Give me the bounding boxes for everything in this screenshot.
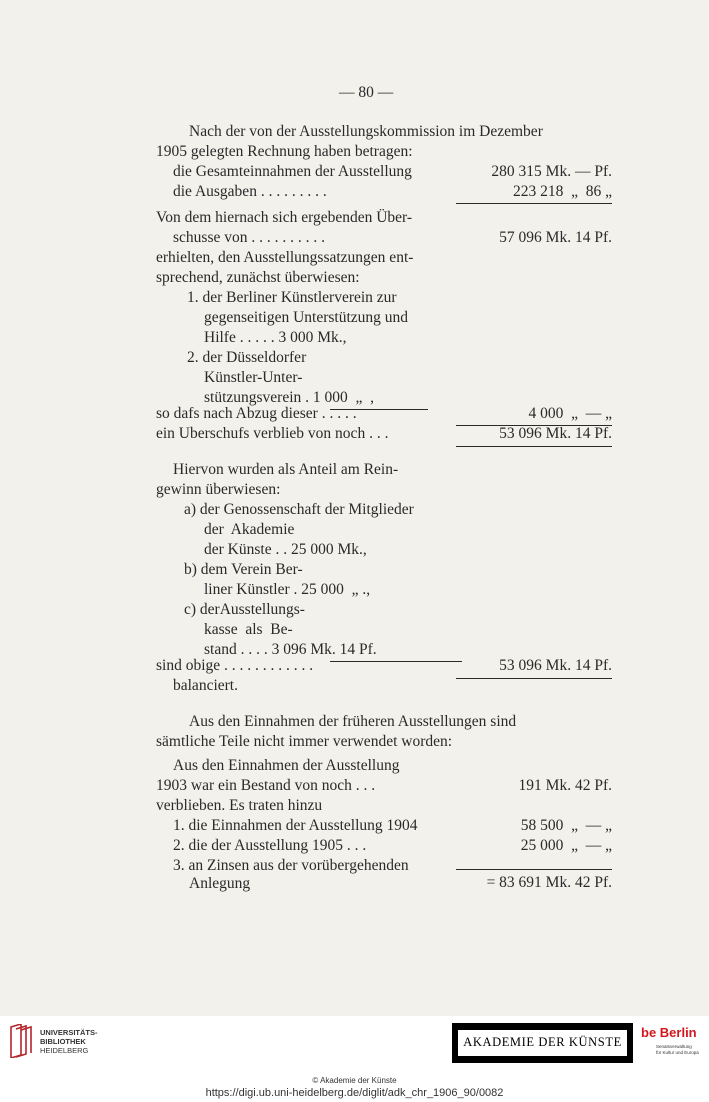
abzug-label: so dafs nach Abzug dieser . . . . . bbox=[156, 405, 357, 422]
b-line-1: b) dem Verein Ber- bbox=[184, 561, 303, 578]
ueberschuss-amount: 57 096 Mk. 14 Pf. bbox=[499, 229, 612, 246]
obige-amount: 53 096 Mk. 14 Pf. bbox=[499, 657, 612, 674]
berliner-line-3: Hilfe . . . . . 3 000 Mk., bbox=[204, 329, 347, 346]
akademie-der-kuenste-logo[interactable] bbox=[452, 1023, 633, 1063]
list-item-1-label: 1. die Einnahmen der Ausstellung 1904 bbox=[173, 817, 418, 834]
hiervon-line-1: Hiervon wurden als Anteil am Rein- bbox=[173, 461, 399, 478]
bestand-amount: 191 Mk. 42 Pf. bbox=[518, 777, 612, 794]
viewer-footer bbox=[0, 1016, 709, 1102]
berliner-line-1: 1. der Berliner Künstlerverein zur bbox=[187, 289, 397, 306]
c-line-2: kasse als Be- bbox=[204, 621, 293, 638]
a-line-2: der Akademie bbox=[204, 521, 295, 538]
berlin-sub-line-1: Senatsverwaltung bbox=[656, 1044, 692, 1049]
obige-label: sind obige . . . . . . . . . . . . bbox=[156, 657, 314, 674]
sum-rule-1 bbox=[456, 203, 612, 204]
balanciert: balanciert. bbox=[173, 677, 238, 694]
list-item-1-amount: 58 500 „ — „ bbox=[520, 817, 612, 834]
duesseldorf-line-3: stützungsverein . 1 000 „ , bbox=[204, 389, 375, 406]
b-line-2: liner Künstler . 25 000 „ ., bbox=[204, 581, 371, 598]
ub-logo-line-2: BIBLIOTHEK bbox=[40, 1037, 86, 1046]
ueberschuss2-amount: 53 096 Mk. 14 Pf. bbox=[499, 425, 612, 442]
a-line-3: der Künste . . 25 000 Mk., bbox=[204, 541, 367, 558]
aus2-line-1: Aus den Einnahmen der Ausstellung bbox=[173, 757, 400, 774]
page-number: — 80 — bbox=[339, 84, 394, 101]
university-library-logo-icon bbox=[8, 1024, 34, 1058]
double-rule-2 bbox=[456, 678, 612, 679]
ueberschuss2-label: ein Uberschufs verblieb von noch . . . bbox=[156, 425, 389, 442]
ub-logo-line-1: UNIVERSITÄTS- bbox=[40, 1028, 98, 1037]
sum-rule-4 bbox=[330, 661, 462, 662]
einnahmen-label: die Gesamteinnahmen der Ausstellung bbox=[173, 163, 412, 180]
duesseldorf-line-1: 2. der Düsseldorfer bbox=[187, 349, 307, 366]
anlegung: Anlegung bbox=[189, 875, 251, 892]
einnahmen-amount: 280 315 Mk. — Pf. bbox=[491, 163, 612, 180]
ausgaben-label: die Ausgaben . . . . . . . . . bbox=[173, 183, 327, 200]
copyright-notice: © Akademie der Künste bbox=[312, 1076, 397, 1085]
list-item-2-amount: 25 000 „ — „ bbox=[520, 837, 612, 854]
erhielten-line-1: erhielten, den Ausstellungssatzungen ent- bbox=[156, 249, 414, 266]
ausgaben-amount: 223 218 „ 86 „ bbox=[512, 183, 612, 200]
intro-line-2: 1905 gelegten Rechnung haben betragen: bbox=[156, 143, 413, 160]
berliner-line-2: gegenseitigen Unterstützung und bbox=[204, 309, 409, 326]
abzug-amount: 4 000 „ — „ bbox=[528, 405, 612, 422]
aus1-line-2: sämtliche Teile nicht immer verwendet worden: bbox=[156, 733, 453, 750]
be-berlin-logo[interactable]: be Berlin bbox=[641, 1025, 697, 1040]
erhielten-line-2: sprechend, zunächst überwiesen: bbox=[156, 269, 360, 286]
aus1-line-1: Aus den Einnahmen der früheren Ausstellungen sind bbox=[189, 713, 517, 730]
aus2-line-2: 1903 war ein Bestand von noch . . . bbox=[156, 777, 376, 794]
ub-logo-line-3: HEIDELBERG bbox=[40, 1046, 89, 1055]
permalink-url[interactable]: https://digi.ub.uni-heidelberg.de/diglit/adk_chr_1906_90/0082 bbox=[205, 1087, 504, 1099]
double-rule-1 bbox=[456, 446, 612, 447]
c-line-3: stand . . . . 3 096 Mk. 14 Pf. bbox=[204, 641, 377, 658]
hiervon-line-2: gewinn überwiesen: bbox=[156, 481, 281, 498]
duesseldorf-line-2: Künstler-Unter- bbox=[204, 369, 303, 386]
adk-logo-label: AKADEMIE DER KÜNSTE bbox=[463, 1035, 622, 1049]
list-item-3-label: 3. an Zinsen aus der vorübergehenden bbox=[173, 857, 409, 874]
adk-logo-frame bbox=[458, 1030, 627, 1056]
intro-line-1: Nach der von der Ausstellungskommission im Dezember bbox=[189, 123, 543, 140]
aus2-line-3: verblieben. Es traten hinzu bbox=[156, 797, 323, 814]
berlin-sub-line-2: für Kultur und Europa bbox=[656, 1050, 699, 1055]
ueberschuss-line-2: schusse von . . . . . . . . . . bbox=[173, 229, 325, 246]
c-line-1: c) derAusstellungs- bbox=[184, 601, 305, 618]
sum-rule-5 bbox=[456, 869, 612, 870]
total-amount: = 83 691 Mk. 42 Pf. bbox=[486, 874, 612, 891]
list-item-2-label: 2. die der Ausstellung 1905 . . . bbox=[173, 837, 367, 854]
a-line-1: a) der Genossenschaft der Mitglieder bbox=[184, 501, 414, 518]
ueberschuss-line-1: Von dem hiernach sich ergebenden Über- bbox=[156, 209, 413, 226]
